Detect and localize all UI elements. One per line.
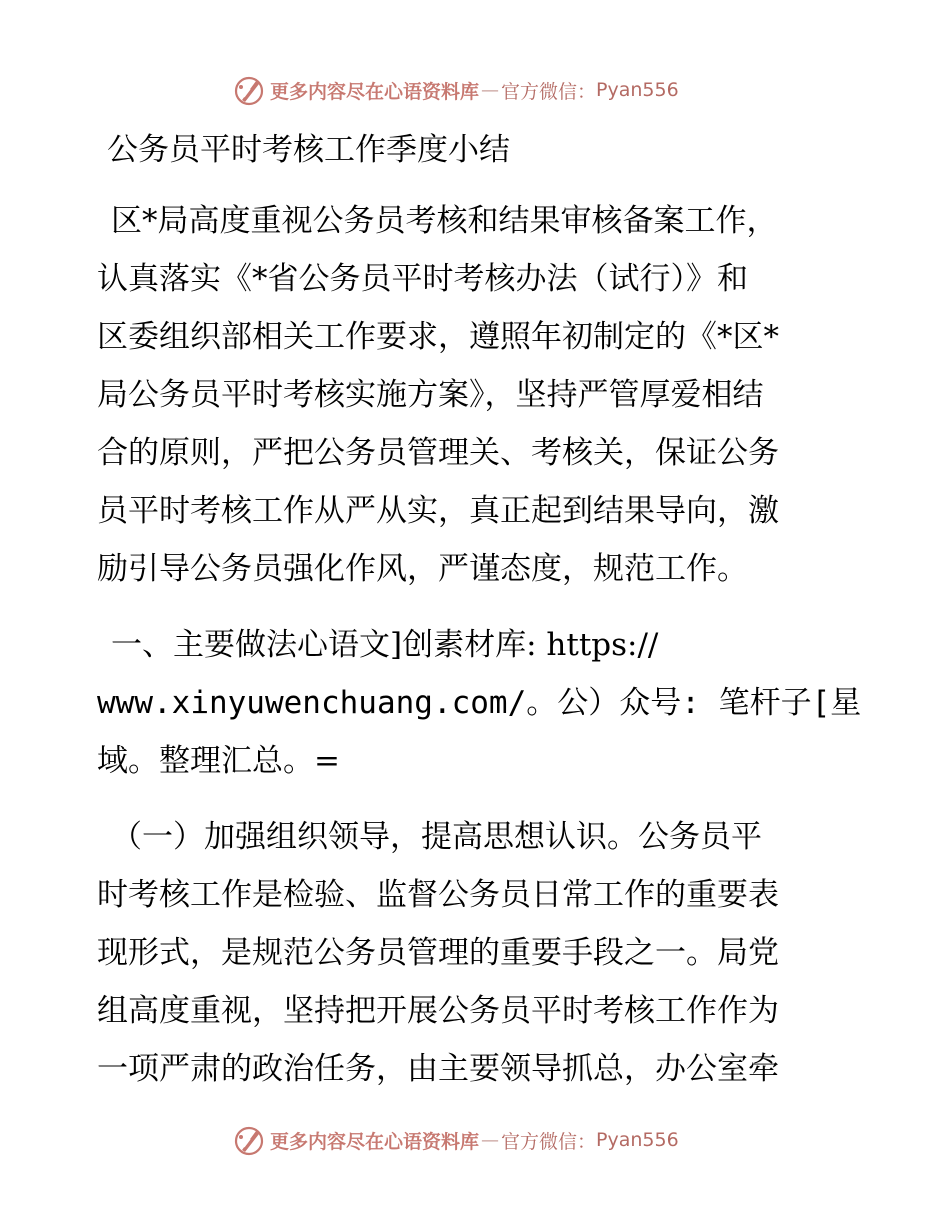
quill-logo-icon xyxy=(232,73,266,107)
paragraph-line: 励引导公务员强化作风，严谨态度，规范工作。 xyxy=(97,551,748,587)
watermark-text: 更多内容尽在心语资料库 xyxy=(270,1130,480,1153)
paragraph-line: 合的原则，严把公务员管理关、考核关，保证公务 xyxy=(97,435,779,471)
paragraph-line: 域。整理汇总。= xyxy=(97,743,340,779)
wechat-label: 官方微信： xyxy=(501,80,597,103)
quill-logo-icon xyxy=(232,1123,266,1157)
footer-watermark xyxy=(232,1122,679,1158)
wechat-id: Pyan556 xyxy=(596,79,679,101)
paragraph-line: （一）加强组织领导，提高思想认识。公务员平 xyxy=(111,819,762,855)
paragraph-line: 区*局高度重视公务员考核和结果审核备案工作， xyxy=(111,203,778,239)
paragraph-line: 组高度重视，坚持把开展公务员平时考核工作作为 xyxy=(97,993,779,1029)
paragraph-line: 现形式，是规范公务员管理的重要手段之一。局党 xyxy=(97,935,779,971)
paragraph-line: 区委组织部相关工作要求，遵照年初制定的《*区* xyxy=(97,319,779,355)
wechat-id: Pyan556 xyxy=(596,1129,679,1151)
paragraph-line: 时考核工作是检验、监督公务员日常工作的重要表 xyxy=(97,877,779,913)
paragraph-line: www.xinyuwenchuang.com/。公）众号: 笔杆子[星 xyxy=(97,685,862,721)
watermark-dash: — xyxy=(481,1129,500,1151)
wechat-label: 官方微信： xyxy=(501,1130,597,1153)
watermark-text: 更多内容尽在心语资料库 xyxy=(270,80,480,103)
paragraph-line: 认真落实《*省公务员平时考核办法（试行）》和 xyxy=(97,261,748,297)
paragraph-line: 员平时考核工作从严从实，真正起到结果导向，激 xyxy=(97,493,779,529)
header-watermark xyxy=(232,72,679,108)
section-heading-line: 一、主要做法心语文]创素材库: https:// xyxy=(111,627,659,663)
page-title: 公务员平时考核工作季度小结 xyxy=(107,132,510,168)
paragraph-line: 局公务员平时考核实施方案》，坚持严管厚爱相结 xyxy=(97,377,764,413)
paragraph-line: 一项严肃的政治任务，由主要领导抓总，办公室牵 xyxy=(97,1051,779,1087)
watermark-dash: — xyxy=(481,79,500,101)
